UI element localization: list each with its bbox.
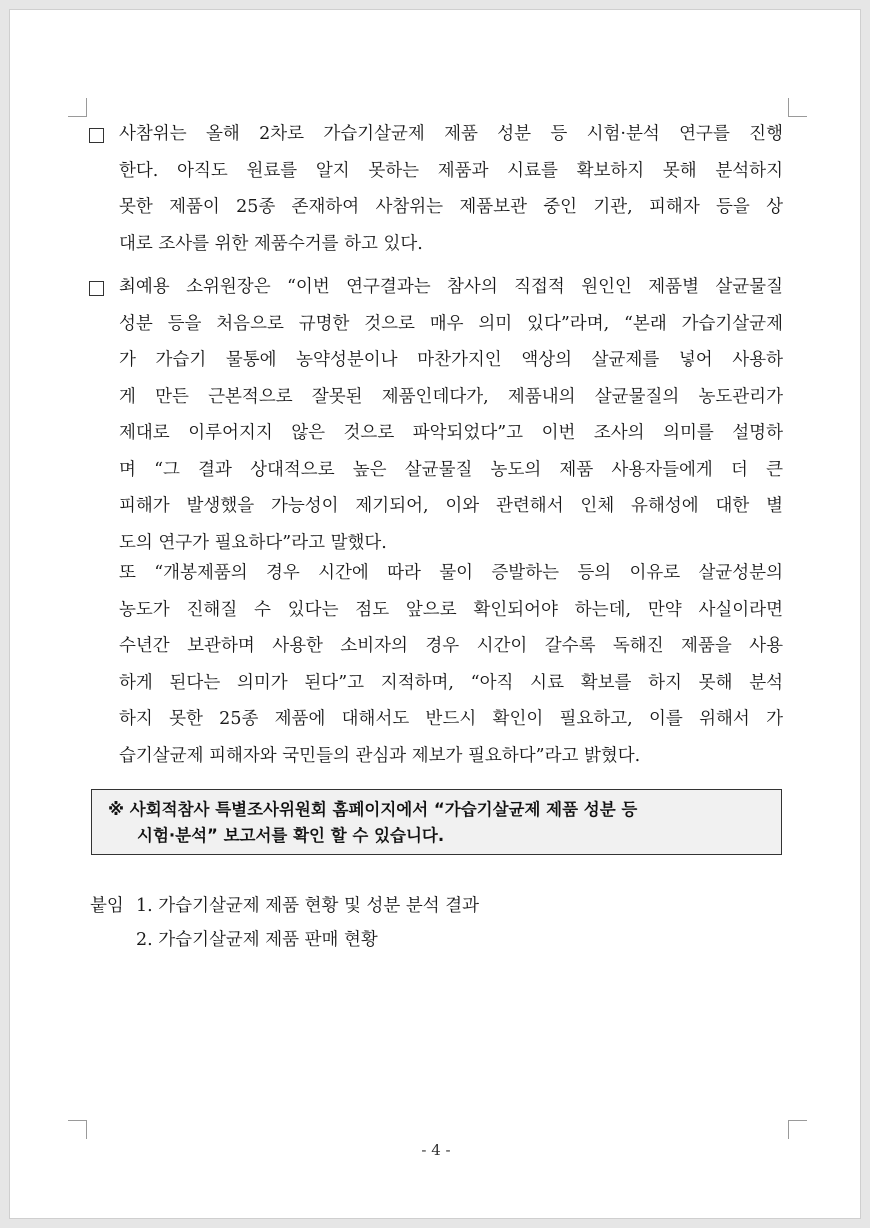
paragraph-line: 수년간 보관하며 사용한 소비자의 경우 시간이 갈수록 독해진 제품을 사용 xyxy=(119,636,783,656)
paragraph-line: 며 “그 결과 상대적으로 높은 살균물질 농도의 제품 사용자들에게 더 큰 xyxy=(119,459,783,480)
document-page xyxy=(9,9,861,1219)
paragraph-line: 게 만든 근본적으로 잘못된 제품인데다가, 제품내의 살균물질의 농도관리가 xyxy=(119,386,783,407)
corner-mark-top-right xyxy=(788,98,807,117)
paragraph-line: 대로 조사를 위한 제품수거를 하고 있다. xyxy=(119,233,423,254)
checkbox-bullet-icon xyxy=(89,281,104,296)
notice-box xyxy=(91,789,782,855)
corner-mark-bottom-right xyxy=(788,1120,807,1139)
paragraph-line: 한다. 아직도 원료를 알지 못하는 제품과 시료를 확보하지 못해 분석하지 xyxy=(119,160,783,181)
paragraph-line: 하지 못한 25종 제품에 대해서도 반드시 확인이 필요하고, 이를 위해서 가 xyxy=(119,709,783,729)
corner-mark-bottom-left xyxy=(68,1120,87,1139)
attachment-item: 2. 가습기살균제 제품 판매 현황 xyxy=(136,930,378,950)
notice-line-2: 시험·분석” 보고서를 확인 할 수 있습니다. xyxy=(137,826,445,845)
paragraph-line: 최예용 소위원장은 “이번 연구결과는 참사의 직접적 원인인 제품별 살균물질 xyxy=(119,277,783,297)
paragraph-line: 성분 등을 처음으로 규명한 것으로 매우 의미 있다”라며, “본래 가습기살균제 xyxy=(119,313,783,334)
paragraph-line: 또 “개봉제품의 경우 시간에 따라 물이 증발하는 등의 이유로 살균성분의 xyxy=(119,563,783,583)
attachment-item: 1. 가습기살균제 제품 현황 및 성분 분석 결과 xyxy=(136,896,480,916)
paragraph-line: 사참위는 올해 2차로 가습기살균제 제품 성분 등 시험·분석 연구를 진행 xyxy=(119,124,783,144)
corner-mark-top-left xyxy=(68,98,87,117)
attachment-label: 붙임 xyxy=(90,896,124,916)
paragraph-line: 습기살균제 피해자와 국민들의 관심과 제보가 필요하다”라고 밝혔다. xyxy=(119,745,641,766)
page-number: - 4 - xyxy=(421,1141,451,1159)
paragraph-line: 피해가 발생했을 가능성이 제기되어, 이와 관련해서 인체 유해성에 대한 별 xyxy=(119,496,783,516)
paragraph-line: 농도가 진해질 수 있다는 점도 앞으로 확인되어야 하는데, 만약 사실이라면 xyxy=(119,599,783,620)
paragraph-line: 하게 된다는 의미가 된다”고 지적하며, “아직 시료 확보를 하지 못해 분석 xyxy=(119,672,783,693)
paragraph-line: 못한 제품이 25종 존재하여 사참위는 제품보관 중인 기관, 피해자 등을 상 xyxy=(119,197,783,217)
paragraph-line: 도의 연구가 필요하다”라고 말했다. xyxy=(119,532,387,553)
notice-line-1: ※ 사회적참사 특별조사위원회 홈페이지에서 “가습기살균제 제품 성분 등 xyxy=(108,800,638,819)
paragraph-line: 가 가습기 물통에 농약성분이나 마찬가지인 액상의 살균제를 넣어 사용하 xyxy=(119,350,783,370)
paragraph-line: 제대로 이루어지지 않은 것으로 파악되었다”고 이번 조사의 의미를 설명하 xyxy=(119,423,783,443)
checkbox-bullet-icon xyxy=(89,128,104,143)
